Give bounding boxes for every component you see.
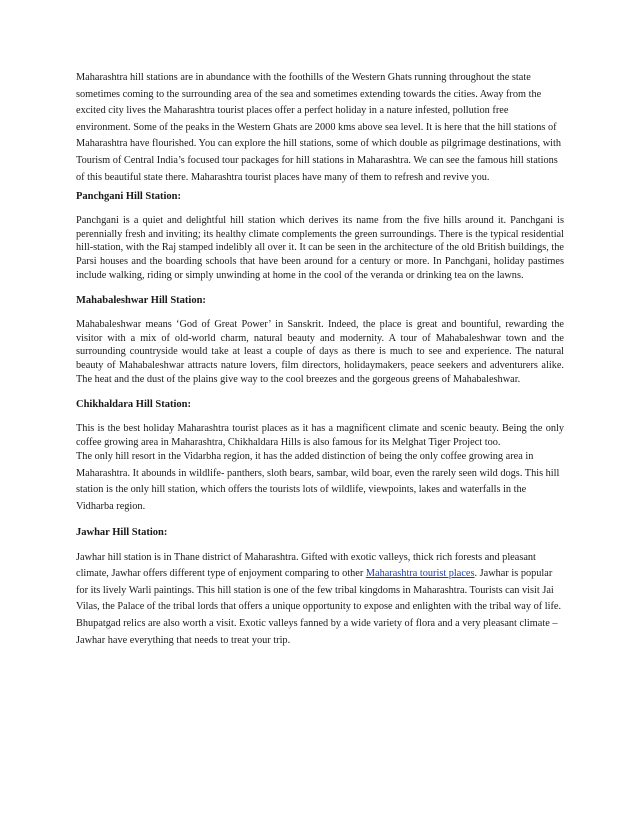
jawhar-text-after-link: . Jawhar is popular for its lively Warli paintings. This hill station is one of the few tribal kingdoms in Maharashtra. Tourists can visit Jai Vilas, the Palace of the tribal lords that offers a unique opportunity to expose and enlighten with the tribal way of life. Bhupatgad relics are also worth a visit. Exotic valleys fanned by a wide variety of flora and a very pleasant climate – Jawhar have everything that needs to treat your trip. <box>76 568 562 646</box>
jawhar-paragraph <box>76 550 564 650</box>
chikhaldara-paragraph <box>76 422 564 516</box>
panchgani-paragraph: Panchgani is a quiet and delightful hill station which derives its name from the five hills around it. Panchgani is perennially fresh and inviting; its healthy climate complements the green surroundings. There is the typical residential hill-station, with the Raj stamped indelibly all over it. It can be seen in the architecture of the old British buildings, the Parsi houses and the boarding schools that have been around for a century or more. In Panchgani, holiday pastimes include walking, riding or simply unwinding at home in the cool of the veranda or drinking tea on the lawns. <box>76 215 564 281</box>
maharashtra-tourist-places-link[interactable]: Maharashtra tourist places <box>365 568 475 580</box>
mahabaleshwar-paragraph: Mahabaleshwar means ‘God of Great Power’ in Sanskrit. Indeed, the place is great and bountiful, rewarding the visitor with a mix of old-world charm, natural beauty and modernity. A tour of Mahabaleshwar town and the surrounding countryside would take at least a couple of days as there is much to see and experience. The natural beauty of Mahabaleshwar attracts nature lovers, film directors, holidaymakers, peace seekers and adventurers alike. The heat and the dust of the plains give way to the cool breezes and the gorgeous greens of Mahabaleshwar. <box>76 319 564 385</box>
chikhaldara-heading: Chikhaldara Hill Station: <box>76 399 191 411</box>
panchgani-heading: Panchgani Hill Station: <box>76 191 182 203</box>
jawhar-text-before-link: Jawhar hill station is in Thane district of Maharashtra. Gifted with exotic valleys, thick rich forests and pleasant climate, Jawhar offers different type of enjoyment comparing to other <box>76 551 536 580</box>
intro-paragraph: Maharashtra hill stations are in abundance with the foothills of the Western Ghats running throughout the state sometimes coming to the surrounding area of the sea and sometimes extending towards the cities. Away from the excited city lives the Maharashtra tourist places offer a perfect holiday in a nature infested, pollution free environment. Some of the peaks in the Western Ghats are 2000 kms above sea level. It is here that the hill stations of Maharashtra have flourished. You can explore the hill stations, some of which double as pilgrimage destinations, with Tourism of Central India’s focused tour packages for hill stations in Maharashtra. We can see the famous hill stations of this beautiful state there. Maharashtra tourist places have many of them to refresh and revive you. <box>76 72 561 183</box>
document-page <box>76 70 564 658</box>
jawhar-heading: Jawhar Hill Station: <box>76 526 168 538</box>
chikhaldara-text-part1: This is the best holiday Maharashtra tourist places as it has a magnificent climate and scenic beauty. Being the only coffee growing area in Maharashtra, Chikhaldara Hills is also famous for its Melghat Tiger Project too. <box>76 423 564 448</box>
mahabaleshwar-heading: Mahabaleshwar Hill Station: <box>76 295 206 307</box>
chikhaldara-text-part2: The only hill resort in the Vidarbha region, it has the added distinction of being the only coffee growing area in Maharashtra. It abounds in wildlife- panthers, sloth bears, sambar, wild boar, even the rarely seen wild dogs. This hill station is the only hill station, which offers the tourists lots of wildlife, viewpoints, lakes and waterfalls in the Vidharba region. <box>76 451 560 513</box>
